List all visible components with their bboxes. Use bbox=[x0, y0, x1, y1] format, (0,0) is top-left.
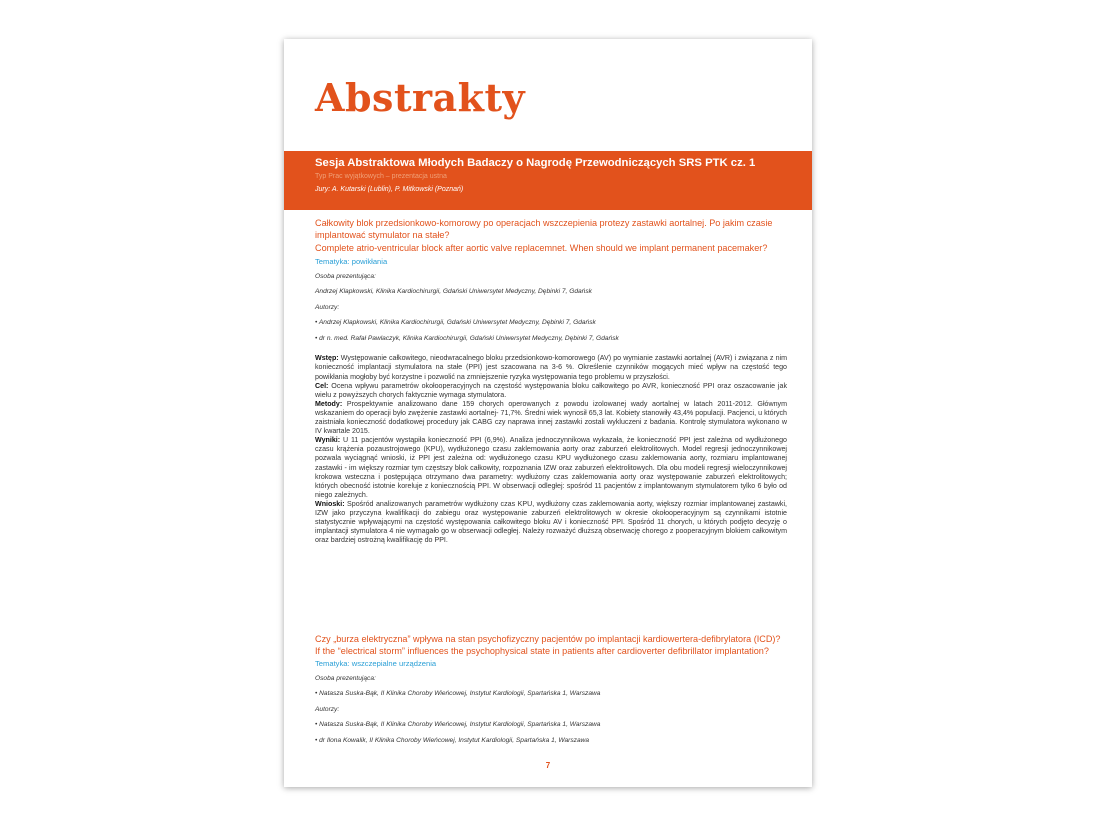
session-subtitle: Typ Prac wyjątkowych – prezentacja ustna bbox=[315, 173, 447, 180]
abstract-1-presenter: Andrzej Klapkowski, Klinika Kardiochirurgii, Gdański Uniwersytet Medyczny, Dębinki 7, Gdańsk bbox=[315, 288, 592, 296]
abstract-2-title-en: If the “electrical storm” influences the psychophysical state in patients after cardioverter defibrillator implantation? bbox=[315, 646, 769, 657]
abstract-1-title-en: Complete atrio-ventricular block after aortic valve replacemnet. When should we implant permanent pacemaker? bbox=[315, 242, 768, 253]
abstract-1-body bbox=[315, 354, 787, 545]
abstract-2-presenter: • Natasza Suska-Bąk, II Klinika Choroby Wieńcowej, Instytut Kardiologii, Spartańska 1, Warszawa bbox=[315, 690, 601, 698]
section-label: Cel: bbox=[315, 381, 329, 390]
abstract-1-section-results bbox=[315, 436, 787, 500]
abstract-1-section-methods bbox=[315, 400, 787, 436]
abstract-1-section-conclusions bbox=[315, 500, 787, 545]
abstract-2 bbox=[315, 633, 787, 748]
abstract-1 bbox=[315, 217, 787, 545]
section-label: Wnioski: bbox=[315, 499, 345, 508]
abstract-1-topic: Tematyka: powikłania bbox=[315, 256, 388, 266]
abstract-1-section-intro bbox=[315, 354, 787, 381]
section-text: Występowanie całkowitego, nieodwracalnego bloku przedsionkowo-komorowego (AV) po wymianie zastawki aortalnej (AVR) i związana z nim konieczność implantacji stymulatora na stałe (PPI) jest szacowana na 3-6 %. Określenie czynników mogących mieć wpływ na częstość tego powikłania mogłoby być korzystne i pozwolić na zmniejszenie ryzyka występowania tego problemu w przyszłości. bbox=[315, 354, 787, 381]
section-label: Wstęp: bbox=[315, 354, 339, 363]
abstract-2-presenter-label: Osoba prezentująca: bbox=[315, 674, 376, 682]
abstract-2-topic: Tematyka: wszczepialne urządzenia bbox=[315, 658, 437, 668]
section-text: Spośród analizowanych parametrów wydłużony czas KPU, wydłużony czas zaklemowania aorty, większy rozmiar implantowanej zastawki, IZW jako przyczyna kwalifikacji do zabiegu oraz występowanie zaburzeń elektrolitowych w okresie okołooperacyjnym są czynnikami istotnie statystycznie wpływającymi na częstość występowania całkowitego bloku AV i konieczność PPI. Spośród 11 chorych, u których podjęto decyzję o implantacji stymulatora 4 nie wymagało go w obserwacji odległej. Należy rozważyć dłuższą obserwację chorego z pooperacyjnym blokiem całkowitym oraz bardziej ostrożną kwalifikację do PPI. bbox=[315, 499, 787, 545]
abstract-1-author: • Andrzej Klapkowski, Klinika Kardiochirurgii, Gdański Uniwersytet Medyczny, Dębinki 7, Gdańsk bbox=[315, 319, 596, 327]
abstract-1-presenter-label: Osoba prezentująca: bbox=[315, 272, 376, 280]
section-label: Metody: bbox=[315, 399, 343, 408]
abstract-1-authors-label: Autorzy: bbox=[315, 303, 340, 311]
section-text: U 11 pacjentów wystąpiła konieczność PPI (6,9%). Analiza jednoczynnikowa wykazała, że konieczność PPI jest zależna od wydłużonego czasu krążenia pozaustrojowego (KPU), wydłużonego czasu zaklemowania aorty oraz zaburzeń elektrolitowych. Model regresji jednoczynnikowej pozwala wyciągnąć wnioski, iż PPI jest zależna od: wydłużonego czasu KPU wydłużonego czasu zaklemowania aorty, rozmiaru implantowanej zastawki - im większy rozmiar tym częstszy blok całkowity, rozpoznania IZW oraz zaburzeń elektrolitowych. Dla obu modeli regresji wieloczynnikowej krokowa wsteczna i postępująca otrzymano dwa parametry: wydłużony czas zaklemowania aorty oraz występowanie zaburzeń elektrolitowych; których obecność istotnie koreluje z koniecznością PPI. W obserwacji odległej: spośród 11 pacjentów z implantowanym stymulatorem tylko 6 było od niego zależnych. bbox=[315, 436, 787, 499]
section-label: Wyniki: bbox=[315, 436, 341, 445]
abstract-2-author: • dr Ilona Kowalik, II Klinika Choroby Wieńcowej, Instytut Kardiologii, Spartańska 1, Warszawa bbox=[315, 736, 590, 744]
abstract-1-section-aim bbox=[315, 382, 787, 400]
abstract-2-title-pl: Czy „burza elektryczna” wpływa na stan psychofizyczny pacjentów po implantacji kardiowertera-defibrylatora (ICD)? bbox=[315, 634, 781, 644]
abstract-1-title-pl: Całkowity blok przedsionkowo-komorowy po operacjach wszczepienia protezy zastawki aortalnej. Po jakim czasie implantować stymulator na stałe? bbox=[315, 218, 773, 241]
page-header-title: Abstrakty bbox=[315, 75, 526, 120]
abstract-2-author: • Natasza Suska-Bąk, II Klinika Choroby Wieńcowej, Instytut Kardiologii, Spartańska 1, Warszawa bbox=[315, 721, 601, 729]
session-title: Sesja Abstraktowa Młodych Badaczy o Nagrodę Przewodniczących SRS PTK cz. 1 bbox=[315, 157, 756, 169]
abstract-2-authors-label: Autorzy: bbox=[315, 705, 340, 713]
section-text: Ocena wpływu parametrów okołooperacyjnych na częstość występowania bloku całkowitego po AVR, konieczność PPI oraz oszacowanie jak wielu z powyższych chorych faktycznie wymaga stymulatora. bbox=[315, 381, 787, 399]
abstract-1-author: • dr n. med. Rafał Pawlaczyk, Klinika Kardiochirurgii, Gdański Uniwersytet Medyczny, Dębinki 7, Gdańsk bbox=[315, 334, 619, 342]
section-text: Prospektywnie analizowano dane 159 chorych operowanych z powodu izolowanej wady aortalnej w latach 2011-2012. Głównym wskazaniem do operacji było zwężenie zastawki aortalnej- 71,7%. Średni wiek wynosił 65,3 lat. Kobiety stanowiły 43,4% populacji. Pacjenci, u których zaistniała konieczność dodatkowej procedury jak CABG czy naprawa innej zastawki zostali wykluczeni z badania. Kontrolę stymulatora wykonano w IV kwartale 2015. bbox=[315, 399, 787, 436]
page-number: 7 bbox=[545, 761, 551, 770]
session-jury: Jury: A. Kutarski (Lublin), P. Mitkowski (Poznań) bbox=[315, 186, 464, 193]
document-page bbox=[284, 39, 812, 787]
session-banner bbox=[284, 151, 812, 210]
